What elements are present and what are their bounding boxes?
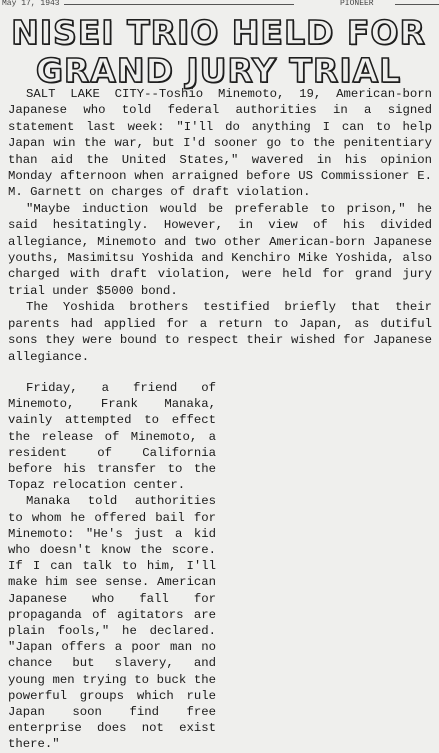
headline-line-1: NISEI TRIO HELD FOR (11, 13, 426, 52)
masthead-strip (0, 0, 439, 10)
article-paragraph: SALT LAKE CITY--Toshio Minemoto, 19, American-born Japanese who told federal authorities in a signed statement last week: "I'll do anything I can to help Japan win the war, but I'd sooner go to the penitentiary than aid the United States," wavered in his opinion Monday afternoon when arraigned before US Commissioner E. M. Garnett on charges of draft violation. (8, 87, 432, 200)
article-paragraph: The Yoshida brothers testified briefly that their parents had applied for a return to Japan, as dutiful sons they were bound to respect their wished for Japanese allegiance. (8, 300, 432, 364)
masthead-rule-right (395, 4, 439, 5)
headline (6, 14, 431, 90)
article-body-narrow (8, 380, 216, 753)
article-body-wide (8, 86, 432, 365)
article-paragraph: Friday, a friend of Minemoto, Frank Manaka, vainly attempted to effect the release of Minemoto, a resident of California before his transfer to the Topaz relocation center. (8, 381, 216, 493)
masthead-rule (64, 4, 294, 5)
article-paragraph: Manaka told authorities to whom he offered bail for Minemoto: "He's just a kid who doesn't know the score. If I can talk to him, I'll make him see sense. American Japanese who fall for propaganda of agitators are plain fools," he declared. "Japan offers a poor man no chance but slavery, and young men trying to buck the powerful groups which rule Japan soon find free enterprise does not exist there." (8, 494, 216, 752)
article-paragraph: "Maybe induction would be preferable to prison," he said hesitatingly. However, in view of his divided allegiance, Minemoto and two other American-born Japanese youths, Masimitsu Yoshida and Kenchiro Mike Yoshida, also charged with draft violation, were held for grand jury trial under $5000 bond. (8, 201, 432, 298)
masthead-paper: PIONEER (340, 0, 374, 8)
headline-line-2: GRAND JURY TRIAL (35, 51, 402, 90)
masthead-date: May 17, 1943 (2, 0, 60, 8)
